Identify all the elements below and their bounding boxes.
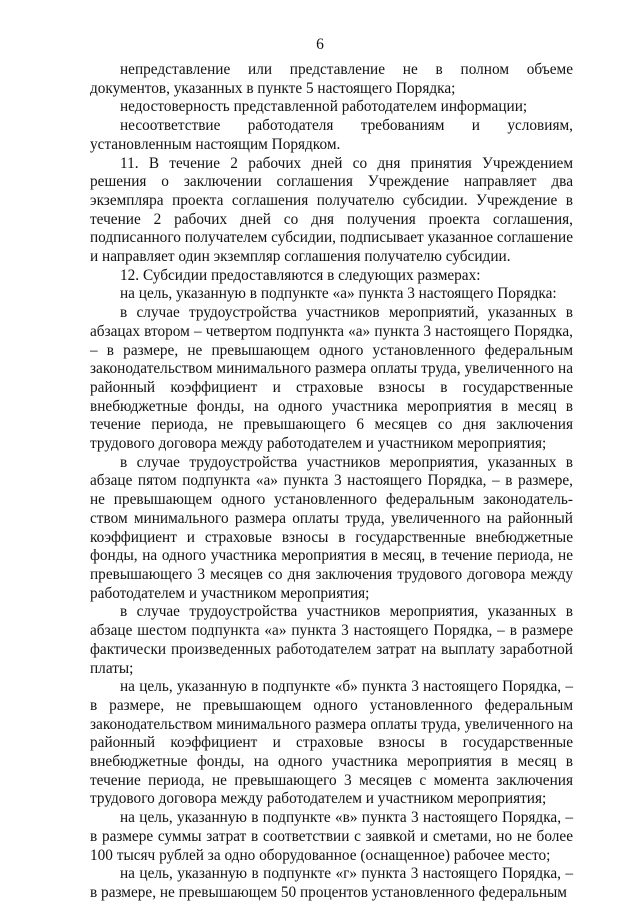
paragraph: несоответствие работодателя требованиям и условиям, установленным настоящим Порядком.: [90, 117, 573, 153]
paragraph: в случае трудоустройства участников мероприятий, указанных в абзацах втором – четвертом подпункта «а» пункта 3 настоящего Порядка, – в размере, не превышающем одного установленного федеральным законодательством минимального размера оплаты труда, увеличенного на районный коэффициент и страховые взносы в государственные внебюджетные фонды, на одного участника мероприятия в месяц в течение периода, не превышающего 6 месяцев со дня заключения трудового договора между работодателем и участником мероприятия;: [90, 304, 573, 453]
document-body: [90, 61, 573, 903]
paragraph: 12. Субсидии предоставляются в следующих размерах:: [120, 266, 481, 284]
paragraph: недостоверность представленной работодателем информации;: [120, 98, 528, 116]
paragraph: в случае трудоустройства участников мероприятия, указанных в абзаце пятом подпункта «а» пункта 3 настоящего Порядка, – в размере, не превышающем одного установленного федеральным законодательством минимального размера оплаты труда, увеличенного на районный коэффициент и страховые взносы в государственные внебюджетные фонды, на одного участника мероприятия в месяц, в течение периода, не превышающего 3 месяцев со дня заключения трудового договора между работодателем и участником мероприятия;: [90, 453, 573, 602]
paragraph: непредставление или представление не в полном объеме документов, указанных в пункте 5 настоящего Порядка;: [90, 61, 573, 97]
page-number: 6: [316, 36, 324, 53]
paragraph: на цель, указанную в подпункте «б» пункта 3 настоящего Порядка, – в размере, не превышающем одного установленного федеральным законодательством минимального размера оплаты труда, увеличенного на районный коэффициент и страховые взносы в государственные внебюджетные фонды, на одного участника мероприятия в месяц в течение периода, не превышающего 3 месяцев с момента заключения трудового договора между работодателем и участником мероприятия;: [90, 678, 573, 808]
paragraph: в случае трудоустройства участников мероприятия, указанных в абзаце шестом подпункта «а» пункта 3 настоящего Порядка, – в размере фактически произведенных работодателем затрат на выплату заработной платы;: [90, 603, 573, 677]
paragraph: на цель, указанную в подпункте «г» пункта 3 настоящего Порядка, – в размере, не превышающем 50 процентов установленного федеральным: [90, 865, 573, 901]
paragraph: на цель, указанную в подпункте «в» пункта 3 настоящего Порядка, – в размере суммы затрат в соответствии с заявкой и сметами, но не более 100 тысяч рублей за одно оборудованное (оснащенное) рабочее место;: [90, 809, 573, 864]
paragraph: на цель, указанную в подпункте «а» пункта 3 настоящего Порядка:: [120, 285, 557, 303]
paragraph: 11. В течение 2 рабочих дней со дня принятия Учреждением решения о заключении соглашения Учреждение направляет два экземпляра проекта соглашения получателю субсидии. Учреждение в течение 2 рабочих дней со дня получения проекта соглашения, подписанного получателем субсидии, подписывает указанное соглашение и направляет один экземпляр соглашения получателю субсидии.: [90, 154, 573, 266]
